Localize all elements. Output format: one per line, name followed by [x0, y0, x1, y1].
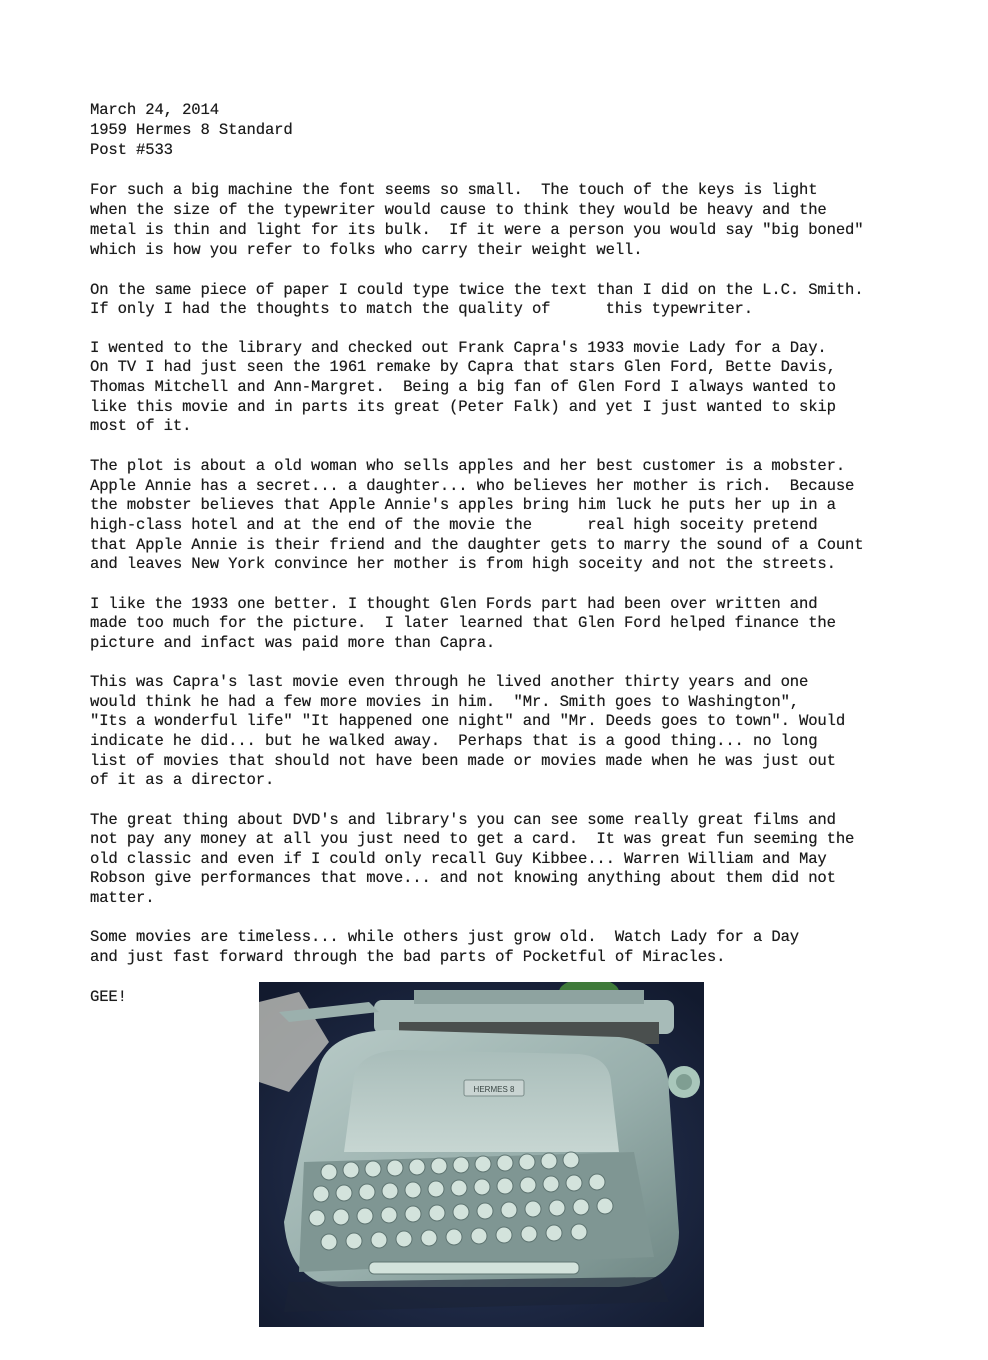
body-line: I like the 1933 one better. I thought Glen Fords part had been over written and: [90, 595, 818, 613]
body-line: list of movies that should not have been made or movies made when he was just out: [90, 752, 836, 770]
body-line: of it as a director.: [90, 771, 275, 789]
signoff: GEE!: [90, 988, 127, 1006]
body-line: most of it.: [90, 417, 192, 435]
body-line: For such a big machine the font seems so small. The touch of the keys is light: [90, 181, 818, 199]
body-line: Robson give performances that move... and not knowing anything about them did not: [90, 869, 836, 887]
body-line: like this movie and in parts its great (Peter Falk) and yet I just wanted to skip: [90, 398, 836, 416]
body-line: The great thing about DVD's and library's you can see some really great films and: [90, 811, 836, 829]
header-date: March 24, 2014: [90, 101, 219, 119]
body-line: metal is thin and light for its bulk. If it were a person you would say "big boned": [90, 221, 864, 239]
body-line: I wented to the library and checked out Frank Capra's 1933 movie Lady for a Day.: [90, 339, 827, 357]
body-line: The plot is about a old woman who sells apples and her best customer is a mobster.: [90, 457, 846, 475]
body-line: Some movies are timeless... while others just grow old. Watch Lady for a Day: [90, 928, 799, 946]
hermes-logo-text: HERMES 8: [473, 1085, 515, 1094]
body-line: indicate he did... but he walked away. Perhaps that is a good thing... no long: [90, 732, 818, 750]
body-line: picture and infact was paid more than Capra.: [90, 634, 496, 652]
body-line: that Apple Annie is their friend and the daughter gets to marry the sound of a Count: [90, 536, 864, 554]
space-bar: [369, 1262, 579, 1274]
body-line: Apple Annie has a secret... a daughter... who believes her mother is rich. Because: [90, 477, 855, 495]
header-post-number: Post #533: [90, 141, 173, 159]
body-line: On TV I had just seen the 1961 remake by Capra that stars Glen Ford, Bette Davis,: [90, 358, 836, 376]
body-line: old classic and even if I could only recall Guy Kibbee... Warren William and May: [90, 850, 827, 868]
body-line: made too much for the picture. I later learned that Glen Ford helped finance the: [90, 614, 836, 632]
body-line: high-class hotel and at the end of the movie the real high soceity pretend: [90, 516, 818, 534]
body-line: when the size of the typewriter would cause to think they would be heavy and the: [90, 201, 827, 219]
body-line: Thomas Mitchell and Ann-Margret. Being a big fan of Glen Ford I always wanted to: [90, 378, 836, 396]
body-line: On the same piece of paper I could type twice the text than I did on the L.C. Smith.: [90, 281, 864, 299]
body-line: and leaves New York convince her mother is from high soceity and not the streets.: [90, 555, 836, 573]
header-machine: 1959 Hermes 8 Standard: [90, 121, 293, 139]
body-line: "Its a wonderful life" "It happened one night" and "Mr. Deeds goes to town". Would: [90, 712, 846, 730]
typewriter-photo: [259, 982, 704, 1327]
body-line: and just fast forward through the bad parts of Pocketful of Miracles.: [90, 948, 726, 966]
body-line: would think he had a few more movies in him. "Mr. Smith goes to Washington",: [90, 693, 799, 711]
body-line: If only I had the thoughts to match the quality of this typewriter.: [90, 300, 753, 318]
body-line: matter.: [90, 889, 155, 907]
body-line: which is how you refer to folks who carry their weight well.: [90, 241, 643, 259]
body-line: This was Capra's last movie even through he lived another thirty years and one: [90, 673, 809, 691]
body-line: not pay any money at all you just need to get a card. It was great fun seeming the: [90, 830, 855, 848]
body-line: the mobster believes that Apple Annie's apples bring him luck he puts her up in a: [90, 496, 836, 514]
